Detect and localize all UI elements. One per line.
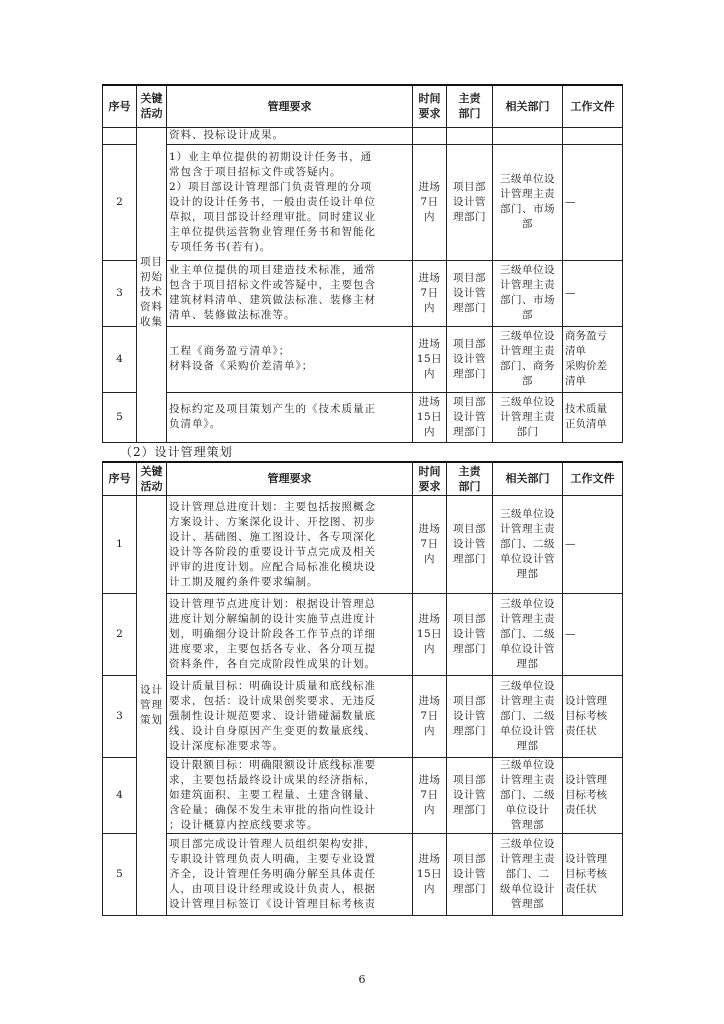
cell-activity-top xyxy=(137,127,167,144)
cell-time xyxy=(413,127,447,144)
text-line: 进场 xyxy=(418,613,441,625)
text-line: 设计管 xyxy=(453,195,486,208)
text-line: 进场 xyxy=(418,695,441,707)
text-line: 工程《商务盈亏清单》； xyxy=(169,345,291,357)
text-line: 正负清单 xyxy=(565,418,607,430)
text-line: 三级单位设 xyxy=(500,508,555,520)
cell-owner xyxy=(447,260,493,326)
text-line: 15日 xyxy=(416,352,443,365)
text-line: 15日 xyxy=(416,628,443,640)
document-page xyxy=(102,84,622,916)
page-number: 6 xyxy=(358,973,366,986)
header-requirement: 管理要求 xyxy=(167,85,413,127)
cell-docs xyxy=(563,260,623,326)
cell-seq: 4 xyxy=(103,326,137,392)
cell-related xyxy=(493,260,563,326)
text-line: 计管理主责 xyxy=(500,279,555,291)
text-line: 清单、装修做法标准等。 xyxy=(169,309,296,321)
text-line: 进场 xyxy=(418,523,441,535)
table-design-planning xyxy=(102,461,623,917)
cell-seq: 3 xyxy=(103,676,137,758)
text-line: 项目部 xyxy=(453,774,486,786)
text-line: 部门、二级 xyxy=(500,538,555,550)
text-line: 资料条件，各自完成阶段性成果的计划。 xyxy=(169,658,376,670)
text-line: 内 xyxy=(424,725,435,737)
text-line: 人，由项目设计经理或设计负责人，根据 xyxy=(169,883,376,895)
text-line: 部门 xyxy=(516,425,539,438)
table-row xyxy=(103,496,623,594)
text-line: 三级单位设 xyxy=(500,759,555,771)
text-line: 三级单位设 xyxy=(500,838,555,850)
cell-requirement xyxy=(167,676,413,758)
cell-activity xyxy=(137,144,167,442)
cell-requirement xyxy=(167,834,413,916)
cell-requirement xyxy=(167,594,413,676)
text-line: 1）业主单位提供的初期设计任务书，通 xyxy=(169,150,373,163)
text-line: 2）项目部设计管理部门负责管理的分项 xyxy=(169,180,373,193)
cell-owner xyxy=(447,392,493,442)
text-line: 计管理主责 xyxy=(500,410,555,423)
cell-related xyxy=(493,594,563,676)
text-line: 内 xyxy=(424,301,435,314)
table-row xyxy=(103,260,623,326)
text-line: 计管理主责 xyxy=(500,188,555,200)
text-line: 理部门 xyxy=(453,210,486,223)
text-line: 责任状 xyxy=(565,883,597,895)
text-line: 设计管理节点进度计划：根据设计管理总 xyxy=(169,598,376,610)
cell-seq xyxy=(103,127,137,144)
text-line: 项目部 xyxy=(453,695,486,707)
header-time: 时间 要求 xyxy=(413,85,447,127)
text-line: 内 xyxy=(424,425,435,438)
table-header-row xyxy=(103,85,623,127)
cell-docs xyxy=(563,496,623,594)
cell-docs xyxy=(563,326,623,392)
cell-owner xyxy=(447,676,493,758)
table-row xyxy=(103,326,623,392)
header-requirement: 管理要求 xyxy=(167,462,413,496)
header-related: 相关部门 xyxy=(493,462,563,496)
header-docs: 工作文件 xyxy=(563,462,623,496)
text-line: 部 xyxy=(522,218,533,230)
text-line: 业主单位提供的项目建造技术标准，通常 xyxy=(169,264,376,276)
cell-docs xyxy=(563,392,623,442)
text-line: 要求，包括：设计成果创奖要求、无违反 xyxy=(169,695,376,707)
cell-seq: 5 xyxy=(103,392,137,442)
header-activity: 关键 活动 xyxy=(137,85,167,127)
cell-time xyxy=(413,496,447,594)
cell-requirement xyxy=(167,496,413,594)
cell-owner xyxy=(447,127,493,144)
text-line: 项目部 xyxy=(453,523,486,535)
text-line: 设计管 xyxy=(453,628,486,640)
cell-docs xyxy=(563,676,623,758)
text-line: 清单 xyxy=(565,375,586,387)
table-row xyxy=(103,392,623,442)
cell-seq: 3 xyxy=(103,260,137,326)
header-owner: 主责 部门 xyxy=(447,462,493,496)
text-line: 设计管理 xyxy=(565,695,607,707)
text-line: 理部门 xyxy=(453,643,486,655)
text-line: 管理 xyxy=(140,699,163,711)
text-line: 商务盈亏 xyxy=(565,330,607,342)
text-line: 设计管 xyxy=(453,868,486,880)
text-line: 三级单位设 xyxy=(500,330,555,342)
text-line: 设计管理目标签订《设计管理目标考核责 xyxy=(169,898,376,910)
text-line: 策划 xyxy=(140,714,163,726)
text-line: 进场 xyxy=(418,395,441,408)
cell-seq: 2 xyxy=(103,594,137,676)
text-line: 设计管 xyxy=(453,789,486,801)
cell-time xyxy=(413,594,447,676)
text-line: 7日 xyxy=(420,789,439,801)
cell-seq: 5 xyxy=(103,834,137,916)
text-line: 单位设计管 xyxy=(500,553,555,565)
text-line: 项目部完成设计管理人员组织架构安排， xyxy=(169,838,376,850)
cell-docs xyxy=(563,144,623,260)
cell-time xyxy=(413,326,447,392)
text-line: 计管理主责 xyxy=(500,613,555,625)
text-line: 理部门 xyxy=(453,367,486,380)
table-row xyxy=(103,834,623,916)
text-line: 划，明确细分设计阶段各工作节点的详细 xyxy=(169,628,376,640)
text-line: 强制性设计规范要求、设计错碰漏数量底 xyxy=(169,710,376,722)
table-row xyxy=(103,676,623,758)
text-line: 内 xyxy=(424,553,435,565)
text-line: 理部 xyxy=(516,740,539,752)
header-time: 时间 要求 xyxy=(413,462,447,496)
text-line: 内 xyxy=(424,643,435,655)
text-line: 如建筑面积、主要工程量、土建含钢量、 xyxy=(169,789,376,801)
section-heading: （2）设计管理策划 xyxy=(120,444,233,459)
text-line: 主单位提供运营物业管理任务书和智能化 xyxy=(169,225,376,238)
cell-related xyxy=(493,144,563,260)
text-line: 进场 xyxy=(418,774,441,786)
text-line: 进场 xyxy=(418,271,441,284)
table-header-row xyxy=(103,462,623,496)
text-line: 内 xyxy=(424,883,435,895)
text-line: 部门、二级 xyxy=(500,710,555,722)
header-owner: 主责 部门 xyxy=(447,85,493,127)
text-line: 7日 xyxy=(420,710,439,722)
text-line: 进场 xyxy=(418,180,441,193)
text-line: 收集 xyxy=(140,316,163,329)
text-line: 项目部 xyxy=(453,613,486,625)
text-line: 部 xyxy=(522,375,533,387)
text-line: 设计管理总进度计划：主要包括按照概念 xyxy=(169,500,376,513)
text-line: 15日 xyxy=(416,410,443,423)
text-line: — xyxy=(565,628,576,640)
text-line: 进度要求，主要包括各专业、各分项互提 xyxy=(169,643,376,655)
text-line: 设计管 xyxy=(453,286,486,299)
text-line: 计管理主责 xyxy=(500,774,555,786)
text-line: 设计的设计任务书，一般由责任设计单位 xyxy=(169,195,376,208)
text-line: 设计管理 xyxy=(565,774,607,786)
cell-owner xyxy=(447,834,493,916)
cell-requirement xyxy=(167,144,413,260)
text-line: 三级单位设 xyxy=(500,395,555,408)
text-line: 目标考核 xyxy=(565,789,607,801)
text-line: 目标考核 xyxy=(565,868,607,880)
text-line: 项目部 xyxy=(453,180,486,193)
text-line: 求，主要包括最终设计成果的经济指标， xyxy=(169,774,376,786)
text-line: 项目部 xyxy=(453,395,486,408)
text-line: 级单位设计 xyxy=(500,883,555,895)
text-line: 内 xyxy=(424,367,435,380)
cell-docs xyxy=(563,834,623,916)
text-line: 部门、二 xyxy=(505,868,550,880)
cell-time xyxy=(413,758,447,834)
text-line: 建筑材料清单、建筑做法标准、装修主材 xyxy=(169,294,376,306)
text-line: 包含于项目招标文件或答疑中，主要包含 xyxy=(169,279,376,291)
text-line: 线、设计自身原因产生变更的数量底线、 xyxy=(169,725,376,737)
cell-seq: 2 xyxy=(103,144,137,260)
cell-owner xyxy=(447,594,493,676)
header-docs: 工作文件 xyxy=(563,85,623,127)
text-line: 计管理主责 xyxy=(500,853,555,865)
header-activity: 关键 活动 xyxy=(137,462,167,496)
cell-related xyxy=(493,758,563,834)
cell-related xyxy=(493,496,563,594)
cell-docs xyxy=(563,127,623,144)
table-row xyxy=(103,758,623,834)
cell-requirement xyxy=(167,260,413,326)
cell-related xyxy=(493,676,563,758)
cell-time xyxy=(413,392,447,442)
cell-related xyxy=(493,392,563,442)
cell-time xyxy=(413,834,447,916)
text-line: — xyxy=(565,538,576,550)
cell-requirement xyxy=(167,326,413,392)
text-line: 计工期及履约条件要求编制。 xyxy=(169,575,319,588)
text-line: 草拟，项目部设计经理审批。同时建议业 xyxy=(169,210,376,223)
cell-owner xyxy=(447,144,493,260)
text-line: 项目部 xyxy=(453,337,486,350)
header-related: 相关部门 xyxy=(493,85,563,127)
text-line: 设计管 xyxy=(453,710,486,722)
text-line: 部门、商务 xyxy=(500,360,555,372)
text-line: ；设计概算内控底线要求等。 xyxy=(169,819,319,831)
cell-time xyxy=(413,676,447,758)
text-line: 部门、市场 xyxy=(500,203,555,215)
text-line: 设计深度标准要求等。 xyxy=(169,740,284,752)
text-line: 方案设计、方案深化设计、开挖图、初步 xyxy=(169,515,376,528)
text-line: 设计、基础图、施工图设计、各专项深化 xyxy=(169,530,376,543)
text-line: 部 xyxy=(522,309,533,321)
text-line: 7日 xyxy=(420,538,439,550)
text-line: 进度计划分解编制的设计实施节点进度计 xyxy=(169,613,376,625)
cell-related xyxy=(493,127,563,144)
text-line: 部门、二级 xyxy=(500,628,555,640)
text-line: 计管理主责 xyxy=(500,523,555,535)
text-line: 理部门 xyxy=(453,301,486,314)
text-line: 专项任务书(若有)。 xyxy=(169,240,272,253)
text-line: 齐全，设计管理任务明确分解至具体责任 xyxy=(169,868,376,880)
table-row-continued xyxy=(103,127,623,144)
table-row xyxy=(103,594,623,676)
cell-requirement: 资料、投标设计成果。 xyxy=(167,127,413,144)
header-seq: 序号 xyxy=(103,462,137,496)
cell-docs xyxy=(563,594,623,676)
text-line: 含砼量；确保不发生未审批的指向性设计 xyxy=(169,804,376,816)
text-line: 设计管 xyxy=(453,538,486,550)
table-row xyxy=(103,144,623,260)
text-line: 责任状 xyxy=(565,804,597,816)
text-line: 投标约定及项目策划产生的《技术质量正 xyxy=(169,403,376,415)
text-line: 三级单位设 xyxy=(500,173,555,185)
cell-requirement xyxy=(167,758,413,834)
text-line: 采购价差 xyxy=(565,360,607,372)
cell-docs xyxy=(563,758,623,834)
text-line: 内 xyxy=(424,210,435,223)
text-line: 项目部 xyxy=(453,271,486,284)
text-line: 部门、二级单位设计 xyxy=(500,789,555,816)
text-line: 技术质量 xyxy=(565,403,607,415)
text-line: 管理部 xyxy=(511,898,544,910)
text-line: 15日 xyxy=(416,868,443,880)
text-line: 理部门 xyxy=(453,425,486,438)
cell-owner xyxy=(447,496,493,594)
text-line: 理部 xyxy=(516,568,539,580)
text-line: 理部门 xyxy=(453,725,486,737)
text-line: 设计 xyxy=(140,684,163,696)
text-line: 单位设计管 xyxy=(500,725,555,737)
text-line: 计管理主责 xyxy=(500,345,555,357)
cell-activity xyxy=(137,496,167,916)
text-line: 内 xyxy=(424,804,435,816)
cell-owner xyxy=(447,326,493,392)
text-line: 设计管 xyxy=(453,410,486,423)
text-line: 常包含于项目招标文件或答疑内。 xyxy=(169,165,342,178)
header-seq: 序号 xyxy=(103,85,137,127)
text-line: 理部门 xyxy=(453,804,486,816)
text-line: 进场 xyxy=(418,853,441,865)
table-initial-data xyxy=(102,84,623,443)
text-line: 单位设计管 xyxy=(500,643,555,655)
text-line: 部门、市场 xyxy=(500,294,555,306)
text-line: 设计等各阶段的重要设计节点完成及相关 xyxy=(169,545,376,558)
text-line: 清单 xyxy=(565,345,586,357)
cell-seq: 4 xyxy=(103,758,137,834)
text-line: 目标考核 xyxy=(565,710,607,722)
text-line: 设计管理 xyxy=(565,853,607,865)
text-line: 理部门 xyxy=(453,553,486,565)
text-line: 专职设计管理负责人明确，主要专业设置 xyxy=(169,853,376,865)
text-line: 初始 xyxy=(140,271,163,284)
text-line: 评审的进度计划。应配合局标准化模块设 xyxy=(169,560,376,573)
text-line: 负清单》。 xyxy=(169,418,222,430)
cell-owner xyxy=(447,758,493,834)
text-line: 7日 xyxy=(420,286,439,299)
cell-related xyxy=(493,326,563,392)
text-line: 责任状 xyxy=(565,725,597,737)
text-line: 设计管 xyxy=(453,352,486,365)
text-line: 材料设备《采购价差清单》； xyxy=(169,360,314,372)
text-line: — xyxy=(565,195,576,208)
text-line: 理部门 xyxy=(453,883,486,895)
cell-time xyxy=(413,260,447,326)
text-line: 理部 xyxy=(516,658,539,670)
text-line: 设计质量目标：明确设计质量和底线标准 xyxy=(169,680,376,692)
text-line: 三级单位设 xyxy=(500,598,555,610)
text-line: 7日 xyxy=(420,195,439,208)
text-line: 进场 xyxy=(418,337,441,350)
text-line: 计管理主责 xyxy=(500,695,555,707)
cell-time xyxy=(413,144,447,260)
text-line: 项目 xyxy=(140,256,163,269)
text-line: 管理部 xyxy=(511,819,544,831)
text-line: 项目部 xyxy=(453,853,486,865)
text-line: 三级单位设 xyxy=(500,264,555,276)
text-line: 三级单位设 xyxy=(500,680,555,692)
cell-seq: 1 xyxy=(103,496,137,594)
text-line: 设计限额目标：明确限额设计底线标准要 xyxy=(169,759,376,771)
text-line: 资料 xyxy=(140,301,163,314)
text-line: — xyxy=(565,286,576,299)
cell-requirement xyxy=(167,392,413,442)
text-line: 技术 xyxy=(140,286,163,299)
cell-related xyxy=(493,834,563,916)
